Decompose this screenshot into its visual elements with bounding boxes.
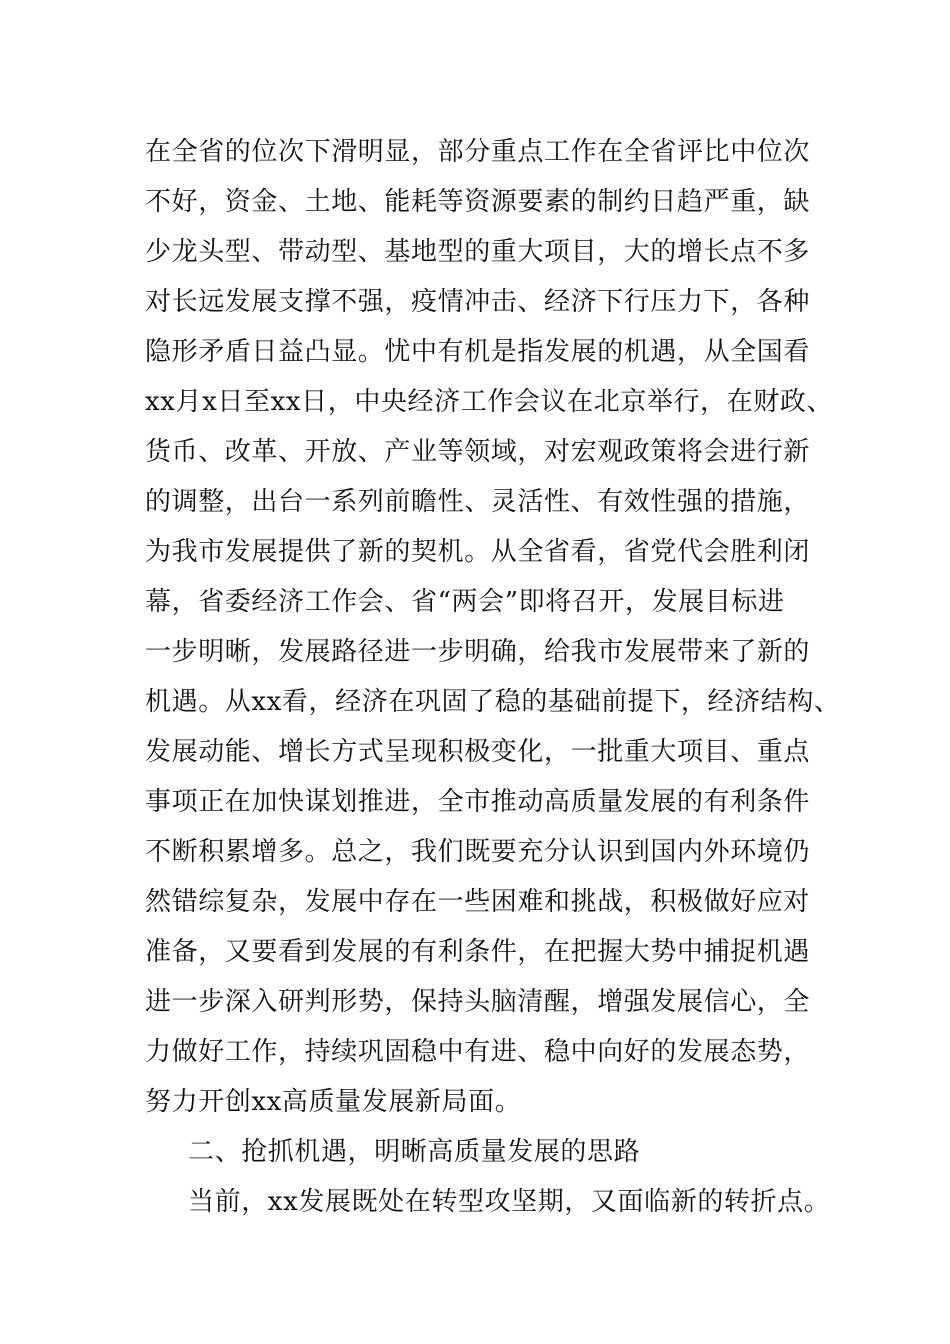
paragraph-line: 发展动能、增长方式呈现积极变化，一批重大项目、重点 <box>145 737 811 767</box>
paragraph-line: 然错综复杂，发展中存在一些困难和挑战，积极做好应对 <box>145 887 811 917</box>
section-heading: 二、抢抓机遇，明晰高质量发展的思路 <box>188 1137 641 1167</box>
paragraph-line: 的调整，出台一系列前瞻性、灵活性、有效性强的措施， <box>145 487 811 517</box>
paragraph-line: 幕，省委经济工作会、省“两会”即将召开，发展目标进 <box>145 587 785 617</box>
paragraph-line: 当前，xx发展既处在转型攻坚期，又面临新的转折点。 <box>188 1187 831 1217</box>
paragraph-line: 在全省的位次下滑明显，部分重点工作在全省评比中位次 <box>145 137 811 167</box>
paragraph-line: 不好，资金、土地、能耗等资源要素的制约日趋严重，缺 <box>145 187 811 217</box>
paragraph-line: 对长远发展支撑不强，疫情冲击、经济下行压力下，各种 <box>145 287 811 317</box>
paragraph-line: 隐形矛盾日益凸显。忧中有机是指发展的机遇，从全国看 <box>145 337 811 367</box>
paragraph-line: 力做好工作，持续巩固稳中有进、稳中向好的发展态势， <box>145 1037 811 1067</box>
paragraph-line: 机遇。从xx看，经济在巩固了稳的基础前提下，经济结构、 <box>145 687 841 717</box>
paragraph-line: 准备，又要看到发展的有利条件，在把握大势中捕捉机遇 <box>145 937 811 967</box>
paragraph-line: 不断积累增多。总之，我们既要充分认识到国内外环境仍 <box>145 837 811 867</box>
paragraph-line: 货币、改革、开放、产业等领域，对宏观政策将会进行新 <box>145 437 811 467</box>
paragraph-line: 事项正在加快谋划推进，全市推动高质量发展的有利条件 <box>145 787 811 817</box>
paragraph-line: xx月x日至xx日，中央经济工作会议在北京举行，在财政、 <box>145 387 834 417</box>
paragraph-line: 努力开创xx高质量发展新局面。 <box>145 1087 522 1117</box>
paragraph-line: 进一步深入研判形势，保持头脑清醒，增强发展信心，全 <box>145 987 811 1017</box>
paragraph-line: 少龙头型、带动型、基地型的重大项目，大的增长点不多 <box>145 237 811 267</box>
paragraph-line: 一步明晰，发展路径进一步明确，给我市发展带来了新的 <box>145 637 811 667</box>
paragraph-line: 为我市发展提供了新的契机。从全省看，省党代会胜利闭 <box>145 537 811 567</box>
